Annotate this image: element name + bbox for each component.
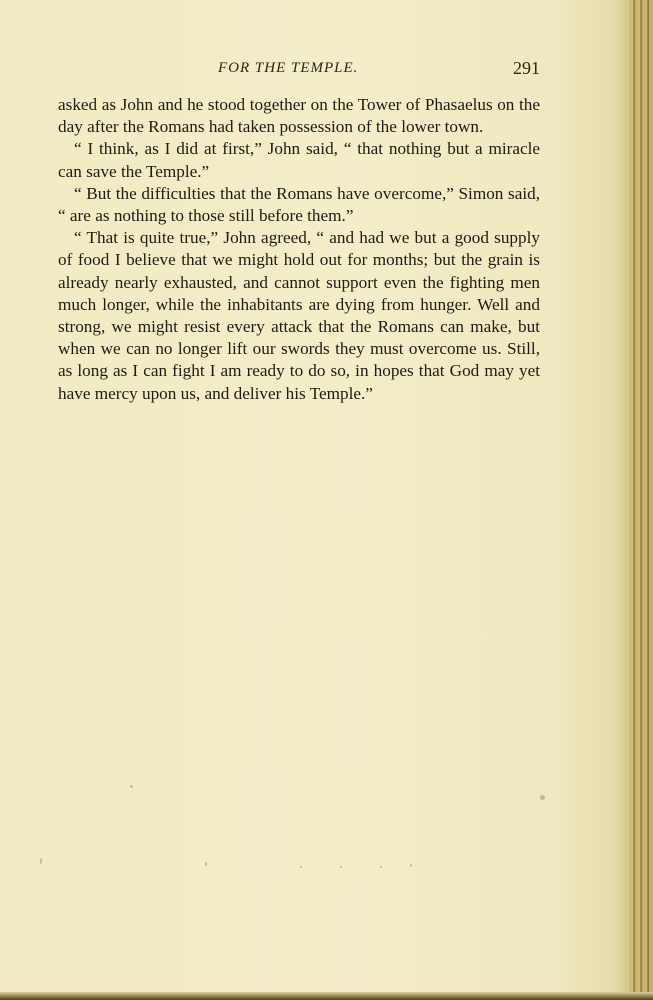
paper-speck <box>410 864 412 867</box>
paper-speck <box>130 785 133 788</box>
paper-speck <box>540 795 545 800</box>
paper-speck <box>340 866 342 868</box>
running-head <box>58 60 540 84</box>
paper-speck <box>380 866 382 868</box>
paper-speck <box>205 862 207 866</box>
body-text <box>58 94 540 405</box>
paragraph: “ I think, as I did at first,” John said, “ that nothing but a miracle can save the Temple.” <box>58 139 540 181</box>
paper-speck <box>300 866 302 868</box>
page-number: 291 <box>513 58 540 78</box>
paper-speck <box>40 858 42 864</box>
paragraph-continued: asked as John and he stood together on the Tower of Phasaelus on the day after the Romans had taken possession of the lower town. <box>58 95 540 137</box>
paragraph: “ That is quite true,” John agreed, “ and had we but a good supply of food I believe that we might hold out for months; but the grain is already nearly exhausted, and cannot support even the fighting men much longer, while the inhabitants are dying from hunger. Well and strong, we might resist every attack that the Romans can make, but when we can no longer lift our swords they must overcome us. Still, as long as I can fight I am ready to do so, in hopes that God may yet have mercy upon us, and deliver his Temple.” <box>58 228 540 403</box>
paragraph: “ But the difficulties that the Romans have overcome,” Simon said, “ are as nothing to those still before them.” <box>58 183 540 226</box>
page-edge-gilt <box>629 0 653 1000</box>
running-title: FOR THE TEMPLE. <box>218 60 359 76</box>
page-bottom-edge <box>0 992 653 1000</box>
